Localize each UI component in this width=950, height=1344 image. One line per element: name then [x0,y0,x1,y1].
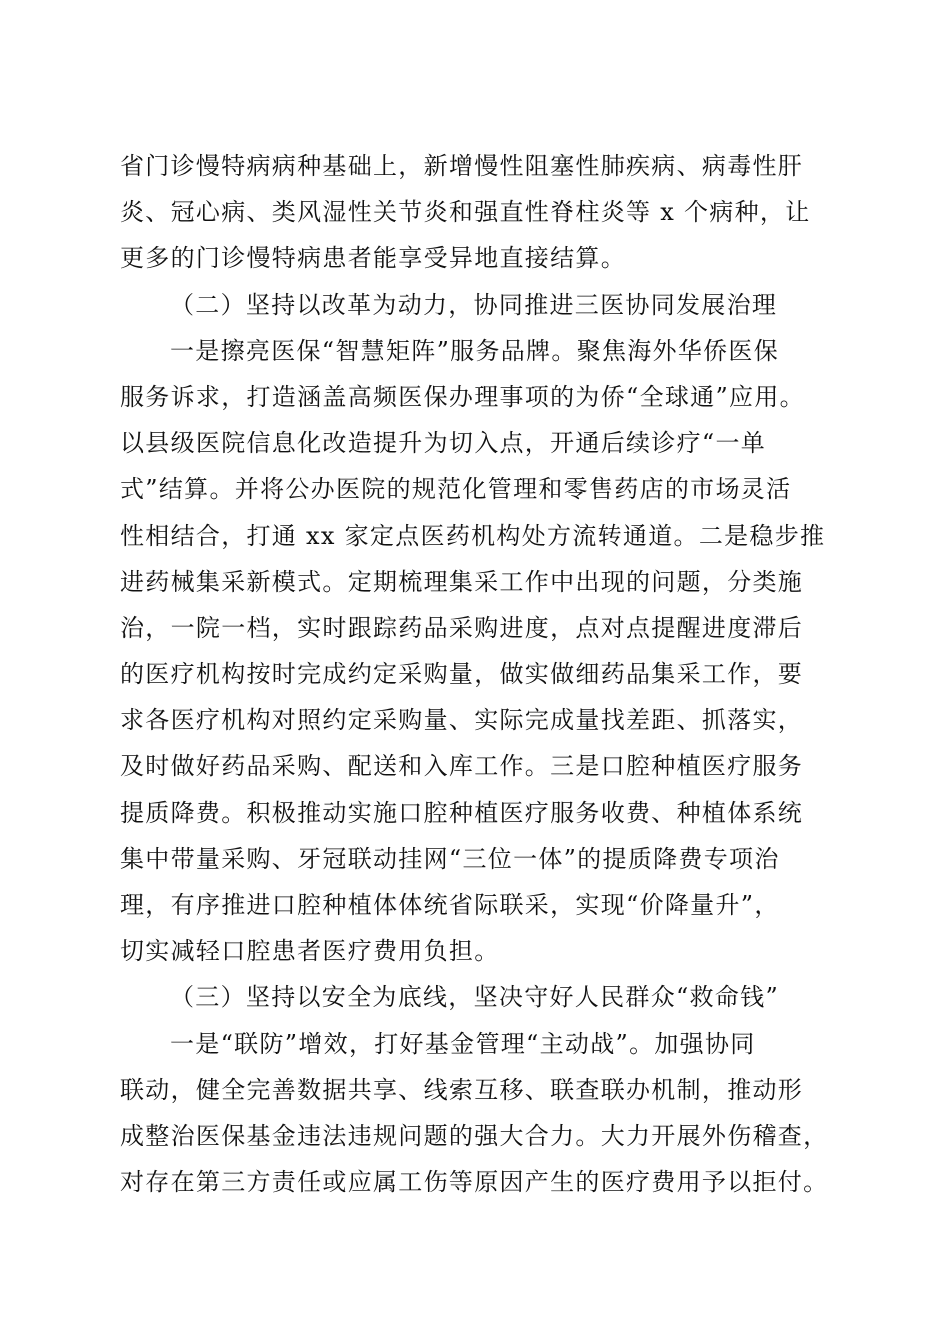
text-line: 联动，健全完善数据共享、线索互移、联查联办机制，推动形 [120,1075,804,1104]
section-heading-3: （三）坚持以安全为底线，坚决守好人民群众“救命钱” [170,983,780,1012]
text-line: 集中带量采购、牙冠联动挂网“三位一体”的提质降费专项治 [120,844,780,873]
text-line: 性相结合，打通 xx 家定点医药机构处方流转通道。二是稳步推 [120,521,826,550]
text-line: 求各医疗机构对照约定采购量、实际完成量找差距、抓落实， [120,706,804,735]
text-line: 的医疗机构按时完成约定采购量，做实做细药品集采工作，要 [120,660,804,689]
text-line: 省门诊慢特病病种基础上，新增慢性阻塞性肺疾病、病毒性肝 [120,152,804,180]
text-line: 及时做好药品采购、配送和入库工作。三是口腔种植医疗服务 [120,752,804,781]
text-line: 一是“联防”增效，打好基金管理“主动战”。加强协同 [170,1029,756,1058]
text-line: 炎、冠心病、类风湿性关节炎和强直性脊柱炎等 x 个病种，让 [120,198,811,227]
text-line: 提质降费。积极推动实施口腔种植医疗服务收费、种植体系统 [120,798,804,827]
text-line: 更多的门诊慢特病患者能享受异地直接结算。 [120,244,626,273]
text-line: 式”结算。并将公办医院的规范化管理和零售药店的市场灵活 [120,475,792,504]
text-line: 治，一院一档，实时跟踪药品采购进度，点对点提醒进度滞后 [120,613,804,642]
text-line: 进药械集采新模式。定期梳理集采工作中出现的问题，分类施 [120,567,804,596]
text-line: 理，有序推进口腔种植体体统省际联采，实现“价降量升”， [120,891,780,919]
text-line: 对存在第三方责任或应属工伤等原因产生的医疗费用予以拒付。 [120,1168,829,1197]
section-heading-2: （二）坚持以改革为动力，协同推进三医协同发展治理 [170,290,778,319]
document-body [120,143,840,1205]
text-line: 服务诉求，打造涵盖高频医保办理事项的为侨“全球通”应用。 [120,382,805,411]
text-line: 以县级医院信息化改造提升为切入点，开通后续诊疗“一单 [120,429,767,458]
text-line: 切实减轻口腔患者医疗费用负担。 [120,937,500,966]
text-line: 成整治医保基金违法违规问题的强大合力。大力开展外伤稽查， [120,1121,829,1150]
text-line: 一是擦亮医保“智慧矩阵”服务品牌。聚焦海外华侨医保 [170,336,780,365]
